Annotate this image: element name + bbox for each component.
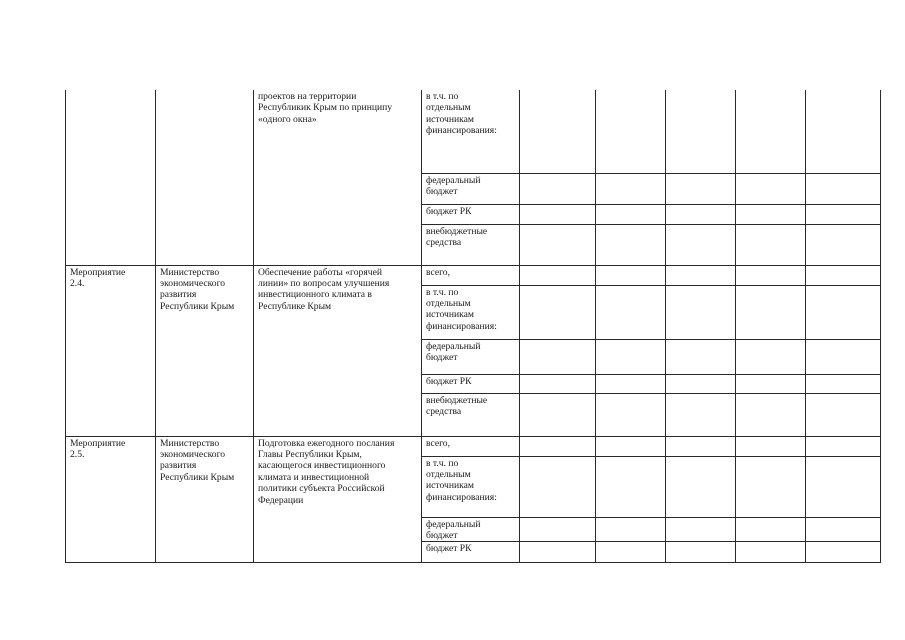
value-cell	[806, 204, 881, 224]
value-cell	[520, 374, 596, 393]
value-cell	[596, 393, 666, 436]
value-cell	[666, 374, 736, 393]
source-label: внебюджетные средства	[426, 394, 488, 417]
source-label: в т.ч. по отдельным источникам финансирования:	[426, 91, 497, 137]
source-cell	[422, 374, 520, 393]
executor-cell	[156, 90, 254, 265]
table-row	[66, 265, 881, 285]
value-cell	[736, 90, 806, 173]
value-cell	[520, 224, 596, 265]
source-label: федеральный бюджет	[426, 340, 481, 363]
value-cell	[736, 265, 806, 285]
value-cell	[806, 173, 881, 204]
value-cell	[520, 90, 596, 173]
source-cell	[422, 285, 520, 339]
value-cell	[736, 224, 806, 265]
value-cell	[596, 339, 666, 374]
source-label: федеральный бюджет	[426, 174, 481, 197]
value-cell	[736, 456, 806, 517]
value-cell	[596, 517, 666, 542]
value-cell	[666, 224, 736, 265]
value-cell	[736, 542, 806, 563]
value-cell	[736, 285, 806, 339]
value-cell	[806, 436, 881, 456]
description-text: проектов на территории Республикик Крым по принципу «одного окна»	[258, 91, 393, 125]
value-cell	[520, 265, 596, 285]
source-label: в т.ч. по отдельным источникам финансирования:	[426, 286, 497, 332]
value-cell	[520, 393, 596, 436]
value-cell	[596, 90, 666, 173]
value-cell	[806, 90, 881, 173]
value-cell	[666, 517, 736, 542]
description-text: Подготовка ежегодного послания Главы Республики Крым, касающегося инвестиционного климата и инвестиционной политики субъекта Российской Федерации	[258, 437, 395, 506]
value-cell	[806, 265, 881, 285]
value-cell	[806, 374, 881, 393]
source-cell	[422, 339, 520, 374]
value-cell	[806, 285, 881, 339]
table-row	[66, 436, 881, 456]
source-label: бюджет РК	[426, 375, 472, 387]
source-label: всего,	[426, 437, 450, 449]
measure-label: Мероприятие 2.4.	[70, 266, 126, 289]
value-cell	[806, 339, 881, 374]
value-cell	[666, 265, 736, 285]
financing-table	[65, 90, 881, 563]
value-cell	[596, 204, 666, 224]
value-cell	[666, 393, 736, 436]
value-cell	[520, 204, 596, 224]
value-cell	[666, 436, 736, 456]
source-label: всего,	[426, 266, 450, 278]
description-cell	[254, 265, 422, 436]
value-cell	[736, 393, 806, 436]
measure-cell	[66, 436, 156, 563]
source-cell	[422, 90, 520, 173]
description-cell	[254, 90, 422, 265]
value-cell	[806, 517, 881, 542]
source-cell	[422, 173, 520, 204]
executor-cell	[156, 436, 254, 563]
source-cell	[422, 517, 520, 542]
description-text: Обеспечение работы «горячей линии» по вопросам улучшения инвестиционного климата в Республике Крым	[258, 266, 390, 312]
value-cell	[736, 339, 806, 374]
source-cell	[422, 224, 520, 265]
value-cell	[596, 542, 666, 563]
source-label: федеральный бюджет	[426, 518, 481, 541]
value-cell	[520, 517, 596, 542]
measure-label: Мероприятие 2.5.	[70, 437, 126, 460]
executor-label: Министерство экономического развития Республики Крым	[160, 437, 235, 483]
value-cell	[520, 173, 596, 204]
value-cell	[666, 339, 736, 374]
value-cell	[736, 436, 806, 456]
value-cell	[520, 456, 596, 517]
source-cell	[422, 436, 520, 456]
value-cell	[666, 90, 736, 173]
value-cell	[666, 542, 736, 563]
value-cell	[596, 285, 666, 339]
source-label: в т.ч. по отдельным источникам финансирования:	[426, 457, 497, 503]
value-cell	[596, 224, 666, 265]
value-cell	[666, 285, 736, 339]
source-label: внебюджетные средства	[426, 225, 488, 248]
value-cell	[736, 517, 806, 542]
source-cell	[422, 204, 520, 224]
source-cell	[422, 265, 520, 285]
source-label: бюджет РК	[426, 543, 472, 555]
source-label: бюджет РК	[426, 205, 472, 217]
measure-cell	[66, 90, 156, 265]
value-cell	[520, 542, 596, 563]
value-cell	[596, 173, 666, 204]
source-cell	[422, 393, 520, 436]
source-cell	[422, 456, 520, 517]
value-cell	[520, 285, 596, 339]
value-cell	[666, 456, 736, 517]
table-row	[66, 90, 881, 173]
value-cell	[806, 456, 881, 517]
value-cell	[806, 542, 881, 563]
value-cell	[596, 374, 666, 393]
value-cell	[806, 393, 881, 436]
value-cell	[666, 173, 736, 204]
value-cell	[596, 456, 666, 517]
description-cell	[254, 436, 422, 563]
value-cell	[520, 339, 596, 374]
value-cell	[666, 204, 736, 224]
value-cell	[806, 224, 881, 265]
executor-label: Министерство экономического развития Республики Крым	[160, 266, 235, 312]
source-cell	[422, 542, 520, 563]
value-cell	[596, 265, 666, 285]
value-cell	[736, 374, 806, 393]
value-cell	[736, 204, 806, 224]
value-cell	[520, 436, 596, 456]
value-cell	[736, 173, 806, 204]
executor-cell	[156, 265, 254, 436]
measure-cell	[66, 265, 156, 436]
value-cell	[596, 436, 666, 456]
